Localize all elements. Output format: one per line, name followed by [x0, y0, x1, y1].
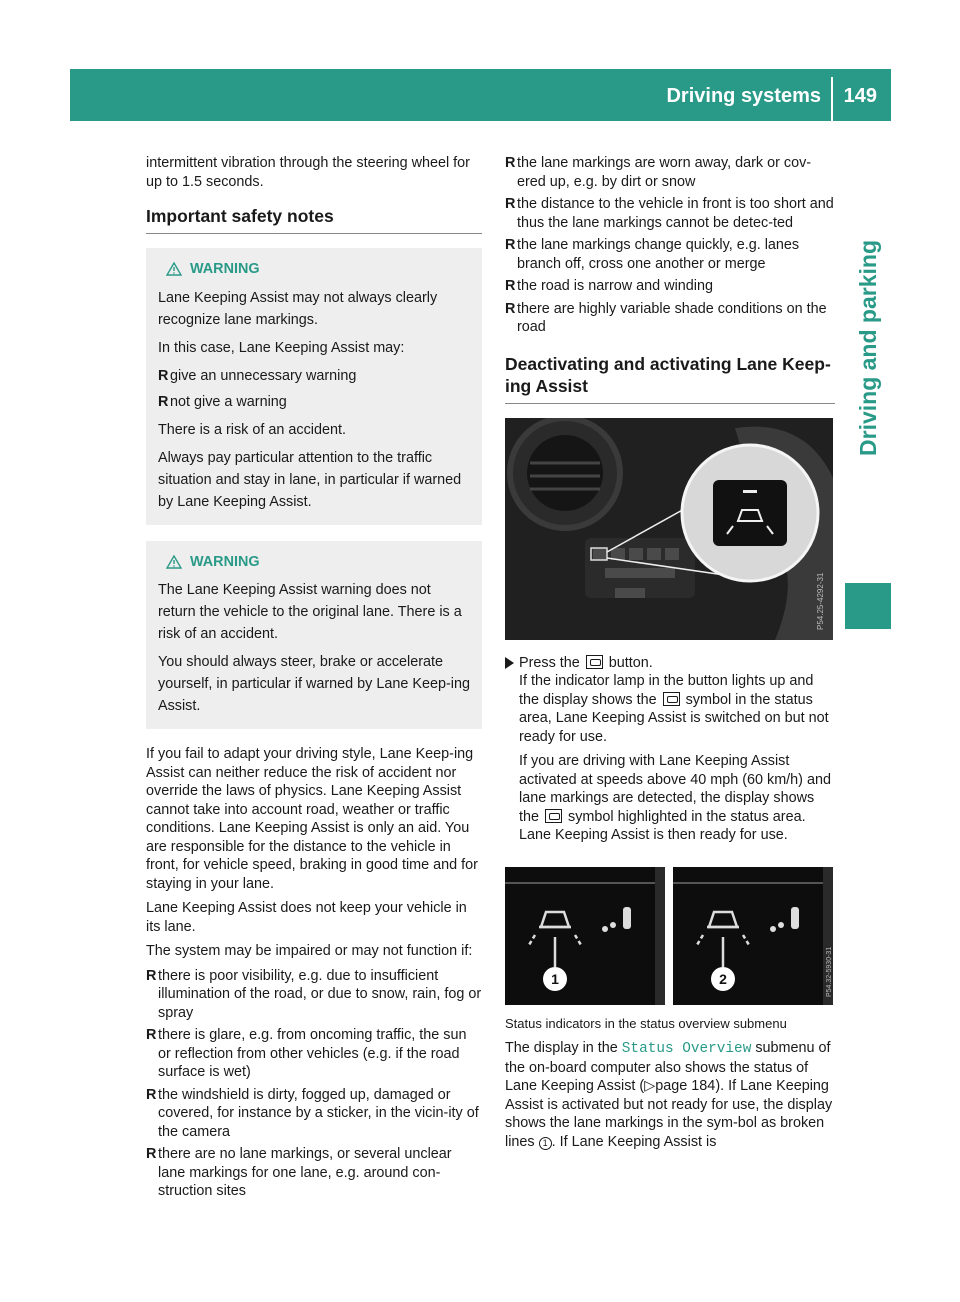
- list-item: R the lane markings are worn away, dark or cov-ered up, e.g. by dirt or snow: [505, 155, 812, 190]
- warning-triangle-icon: [166, 555, 182, 569]
- impairment-list: [146, 967, 482, 1201]
- right-column: [505, 154, 835, 1157]
- warning-title: WARNING: [190, 553, 260, 570]
- list-item: R the lane markings change quickly, e.g. lanes branch off, cross one another or merge: [505, 237, 800, 272]
- left-column: [146, 154, 482, 1207]
- impairment-list-continued: [505, 154, 835, 337]
- figure-caption: Status indicators in the status overview submenu: [505, 1015, 787, 1031]
- photo-code: P54.25-4292-31: [816, 572, 825, 630]
- status-paragraph: The display in the Status Overview submenu of the on-board computer also shows the status of Lane Keeping Assist (▷page 184). If Lane Keeping Assist is activated but not ready for use, the display shows the lane markings in the sym-bol as broken lines 1 . If Lane Keeping Assist is: [505, 1040, 833, 1150]
- lane-keeping-icon: [545, 809, 562, 823]
- warning-list: [158, 365, 472, 413]
- dashboard-photo: [505, 418, 833, 640]
- warning-title: WARNING: [190, 261, 260, 277]
- chapter-tab-label: Driving and parking: [855, 240, 881, 456]
- action-text: Press the button.: [519, 654, 653, 671]
- list-item: R give an unnecessary warning: [158, 367, 357, 384]
- warning-text: You should always steer, brake or accelerate yourself, in particular if warned by Lane Keep-ing Assist.: [158, 654, 470, 714]
- callout-1: 1: [551, 970, 559, 987]
- warning-text: There is a risk of an accident.: [158, 421, 346, 438]
- header-divider: [831, 77, 833, 121]
- chapter-tab: [845, 240, 891, 560]
- page-ref-arrow-icon: ▷: [644, 1078, 656, 1094]
- warning-text: The Lane Keeping Assist warning does not return the vehicle to the original lane. There is a risk of an accident.: [158, 582, 462, 642]
- warning-text: In this case, Lane Keeping Assist may:: [158, 339, 405, 356]
- safety-heading-block: [146, 205, 482, 234]
- action-arrow-icon: [505, 657, 514, 669]
- warning-box-2: [146, 541, 482, 730]
- image-code: P54.32-5930-31: [826, 946, 833, 997]
- result-text-2: If you are driving with Lane Keeping Assist activated at speeds above 40 mph (60 km/h) and lane markings are detected, the display shows the symbol highlighted in the status area. Lane Keeping Assist is then ready for use.: [519, 753, 831, 843]
- list-item: R the road is narrow and winding: [505, 278, 713, 294]
- warning-text: Lane Keeping Assist may not always clearly recognize lane markings.: [158, 289, 438, 328]
- warning-text: Always pay particular attention to the traffic situation and stay in lane, in particular if warned by Lane Keeping Assist.: [158, 449, 462, 510]
- chapter-marker: [845, 583, 891, 629]
- safety-notes-heading: Important safety notes: [146, 206, 334, 226]
- header-bar: [70, 69, 891, 121]
- list-item: R the windshield is dirty, fogged up, damaged or covered, for instance by a sticker, in the vicin-ity of the camera: [146, 1086, 479, 1140]
- body-paragraph: Lane Keeping Assist does not keep your vehicle in its lane.: [146, 900, 467, 935]
- warning-box-1: [146, 248, 482, 525]
- list-item: R not give a warning: [158, 393, 287, 410]
- section-title: Driving systems: [666, 85, 821, 107]
- intro-text: intermittent vibration through the steering wheel for up to 1.5 seconds.: [146, 155, 470, 190]
- list-item: R there are highly variable shade conditions on the road: [505, 300, 827, 335]
- callout-2: 2: [719, 970, 727, 987]
- callout-ref: 1: [539, 1137, 552, 1150]
- list-item: R there is poor visibility, e.g. due to insufficient illumination of the road, or due to snow, rain, fog or spray: [146, 967, 482, 1021]
- deactivate-heading: Deactivating and activating Lane Keep-ing Assist: [505, 353, 831, 396]
- lane-keeping-icon: [586, 655, 603, 669]
- deactivate-heading-block: [505, 353, 835, 404]
- list-item: R there is glare, e.g. from oncoming traffic, the sun or reflection from other vehicles (e.g. if the road surface is wet): [146, 1027, 467, 1080]
- dashboard-illustration: [505, 418, 833, 640]
- status-indicators-illustration: [505, 867, 835, 1005]
- page-number: 149: [843, 85, 877, 107]
- body-paragraph: The system may be impaired or may not function if:: [146, 943, 473, 959]
- warning-header: [166, 260, 472, 279]
- result-text-1: If the indicator lamp in the button lights up and the display shows the symbol in the status area, Lane Keeping Assist is switched on but not ready for use.: [519, 673, 829, 745]
- lane-keeping-icon: [663, 692, 680, 706]
- list-item: R the distance to the vehicle in front is too short and thus the lane markings cannot be detec-ted: [505, 196, 834, 231]
- menu-name: Status Overview: [621, 1041, 752, 1057]
- warning-header: [166, 553, 472, 572]
- action-step: [505, 654, 835, 845]
- status-indicator-image: [505, 867, 835, 1005]
- body-paragraph: If you fail to adapt your driving style, Lane Keep-ing Assist can neither reduce the risk of accident nor override the laws of physics. Lane Keeping Assist cannot take into account road, weather or traffic conditions. Lane Keeping Assist is only an aid. You are responsible for the distance to the vehicle in front, for vehicle speed, braking in good time and for staying in your lane.: [146, 746, 478, 892]
- page-reference[interactable]: page 184: [655, 1078, 716, 1094]
- list-item: R there are no lane markings, or several unclear lane markings for one lane, e.g. around con-struction sites: [146, 1146, 452, 1199]
- warning-triangle-icon: [166, 262, 182, 276]
